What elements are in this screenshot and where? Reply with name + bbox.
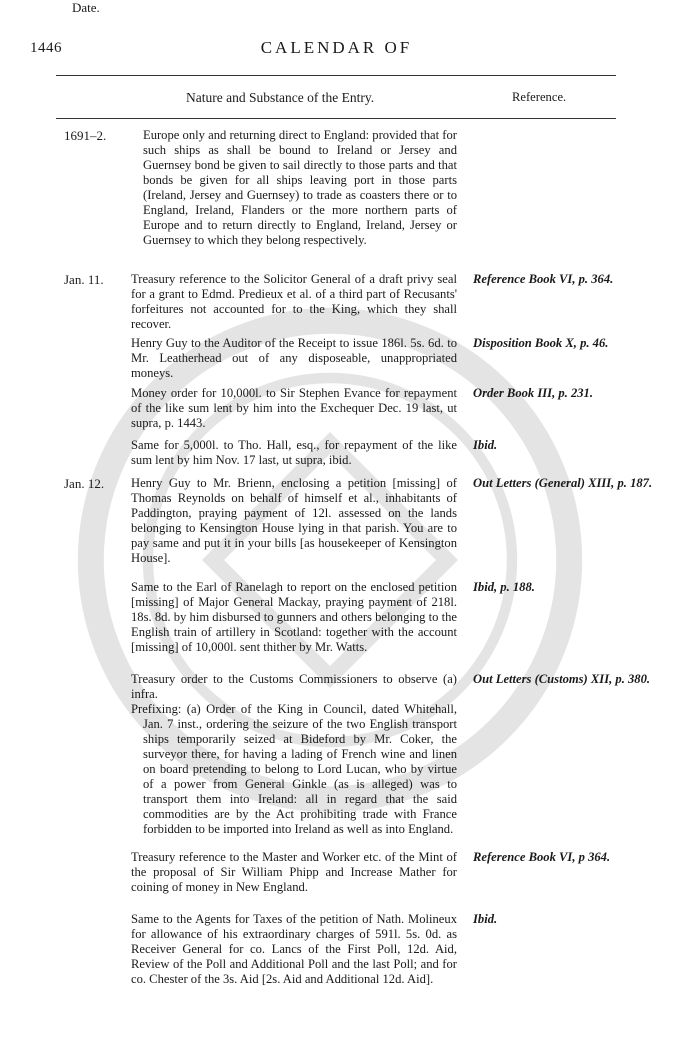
entry-text: Same for 5,000l. to Tho. Hall, esq., for repayment of the like sum lent by him Nov. 17 last, ut supra, ibid. (131, 438, 457, 467)
page-number: 1446 (30, 40, 62, 56)
entry-reference: Disposition Book X, p. 46. (473, 336, 609, 350)
entry-text: Europe only and returning direct to England: provided that for such ships as shall be bound to Ireland or Jersey and Guernsey bond be given to sail directly to those parts and that bonds be given for all ships leaving port in those parts (Ireland, Jersey and Guernsey) to trade as coasters there or to England, Ireland, Flanders or the more northern parts of Europe and to return directly to England, Ireland, Jersey or Guernsey to which they belong respectively. (143, 128, 457, 247)
entry-reference: Order Book III, p. 231. (473, 386, 594, 400)
entry-reference: Ibid. (473, 912, 498, 926)
entry-text: Treasury reference to the Master and Worker etc. of the Mint of the proposal of Sir William Phipp and Increase Mather for coining of money in New England. (131, 850, 457, 894)
entry-date: Jan. 11. (64, 272, 104, 287)
entry-reference: Out Letters (General) XIII, p. 187. (473, 476, 653, 490)
entry-reference: Ibid. (473, 438, 498, 452)
entry-prefixing-text: Prefixing: (a) Order of the King in Council, dated Whitehall, Jan. 7 inst., ordering the seizure of the two English transport ships temporarily seized at Bideford by Mr. Coker, the surveyor there, for having a lading of French wine and linen on board pretending to belong to Lord Lucan, who by virtue of a power from General Ginkle (as is alleged) was to transport them into Ireland: all in regard that the said commodities are by the Act prohibiting trade with France forbidden to be imported into Ireland as well as into England. (131, 702, 457, 836)
entry-reference: Out Letters (Customs) XII, p. 380. (473, 672, 651, 686)
header-rule (56, 118, 616, 119)
column-header-reference: Reference. (512, 90, 567, 104)
top-rule (56, 75, 616, 76)
entry-reference: Reference Book VI, p. 364. (473, 272, 614, 286)
entry-reference: Ibid, p. 188. (473, 580, 535, 594)
entry-text: Henry Guy to the Auditor of the Receipt to issue 186l. 5s. 6d. to Mr. Leatherhead out of any disposeable, unappropriated moneys. (131, 336, 457, 380)
entry-date: Jan. 12. (64, 476, 105, 491)
entry-text: Same to the Agents for Taxes of the petition of Nath. Molineux for allowance of his extraordinary charges of 591l. 5s. 0d. as Receiver General for co. Lancs of the First Poll, 12d. Aid, Review of the Poll and Additional Poll and the last Poll; and for co. Chester of the 3s. Aid [2s. Aid and Additional 12d. Aid]. (131, 912, 457, 986)
entry-text: Money order for 10,000l. to Sir Stephen Evance for repayment of the like sum lent by him into the Exchequer Dec. 19 last, ut supra, p. 1443. (131, 386, 457, 430)
column-header-date: Date. (72, 0, 100, 15)
running-title: CALENDAR OF (260, 38, 413, 57)
entry-date: 1691–2. (64, 128, 107, 143)
entry-main-text: Treasury order to the Customs Commissioners to observe (a) infra. (131, 672, 457, 701)
entry-text (131, 672, 457, 837)
entry-text: Same to the Earl of Ranelagh to report on the enclosed petition [missing] of Major General Mackay, praying payment of 218l. 18s. 8d. by him disbursed to gunners and others belonging to the English train of artillery in Scotland: together with the account [missing] of 10,000l. sent thither by Mr. Watts. (131, 580, 457, 654)
entry-text: Henry Guy to Mr. Brienn, enclosing a petition [missing] of Thomas Reynolds on behalf of himself et al., inhabitants of Paddington, praying payment of 12l. assessed on the lands belonging to Kensington House lying in that parish. You are to pay same and put it in your bills [as housekeeper of Kensington House]. (131, 476, 457, 565)
entry-text: Treasury reference to the Solicitor General of a draft privy seal for a grant to Edmd. Predieux et al. of a third part of Recusants' forfeitures not accounted for to the King, which they shall recover. (131, 272, 457, 331)
entry-reference: Reference Book VI, p 364. (473, 850, 611, 864)
column-header-nature: Nature and Substance of the Entry. (186, 90, 375, 105)
